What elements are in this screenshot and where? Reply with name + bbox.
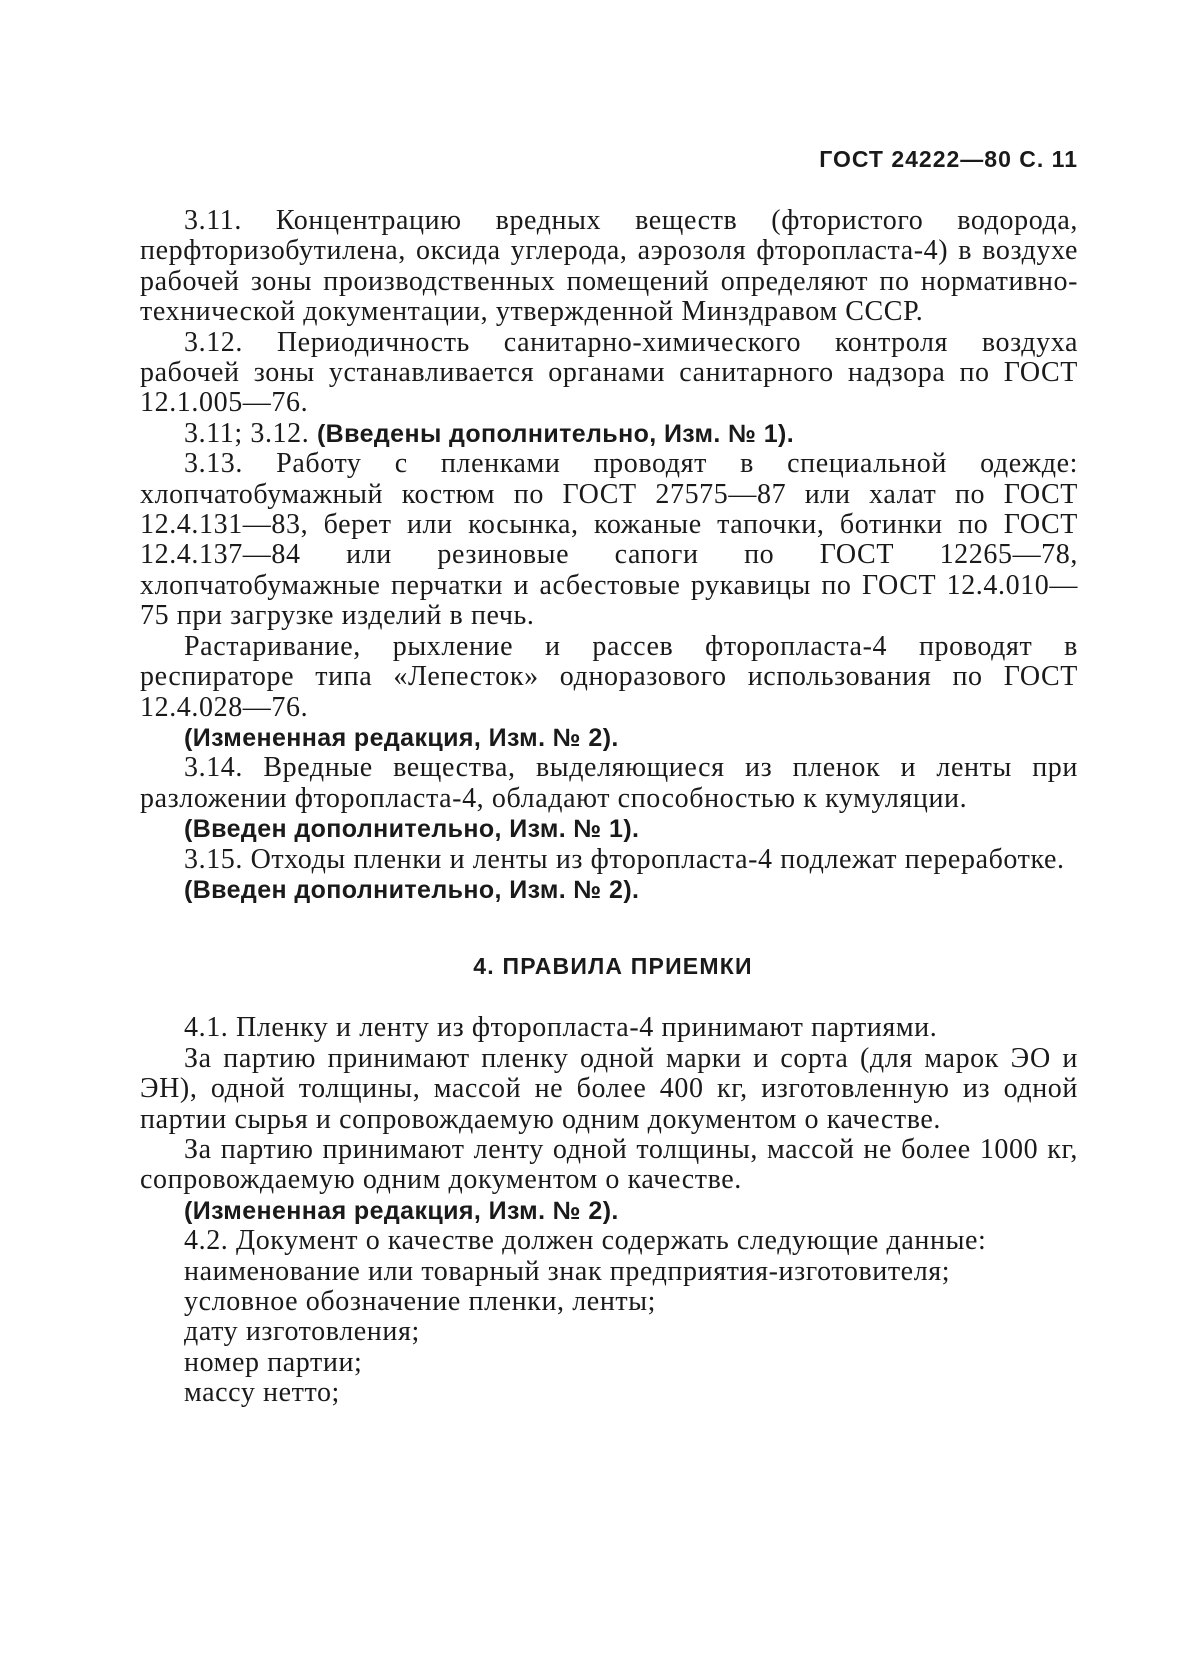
paragraph-prefix: 3.11; 3.12.: [184, 417, 317, 449]
list-item: массу нетто;: [184, 1377, 340, 1409]
section-title: 4. ПРАВИЛА ПРИЕМКИ: [473, 953, 753, 980]
paragraph-3-11-3-12-note: [140, 419, 1078, 449]
paragraph-4-1-film-batch: За партию принимают пленку одной марки и сорта (для марок ЭО и ЭН), одной толщины, массой не более 400 кг, изготовленную из одной партии сырья и сопровождаемую одним документом о качестве.: [140, 1042, 1078, 1135]
paragraph-4-1: 4.1. Пленку и ленту из фторопласта-4 принимают партиями.: [184, 1012, 938, 1044]
paragraph-3-15: 3.15. Отходы пленки и ленты из фторопласта-4 подлежат переработке.: [184, 843, 1065, 875]
amendment-note-changed-2: [140, 723, 1078, 753]
amendment-note: (Введен дополнительно, Изм. № 1).: [184, 815, 640, 844]
paragraph-4-1-tape-batch: За партию принимают ленту одной толщины, массой не более 1000 кг, сопровождаемую одним документом о качестве.: [140, 1133, 1078, 1196]
amendment-note: (Введен дополнительно, Изм. № 2).: [184, 875, 640, 904]
spacer: [140, 905, 1078, 951]
paragraph-3-12: 3.12. Периодичность санитарно-химического контроля воздуха рабочей зоны устанавливается органами санитарного надзора по ГОСТ 12.1.005—76.: [140, 326, 1078, 419]
page-header: ГОСТ 24222—80 С. 11: [819, 146, 1078, 172]
amendment-note-changed-2-b: [140, 1196, 1078, 1226]
amendment-note-added-1: [140, 814, 1078, 844]
document-body: [140, 206, 1078, 1409]
paragraph-3-13-respirator: Растаривание, рыхление и рассев фторопласта-4 проводят в респираторе типа «Лепесток» одноразового использования по ГОСТ 12.4.028—76.: [140, 630, 1078, 723]
paragraph-3-13: 3.13. Работу с пленками проводят в специальной одежде: хлопчатобумажный костюм по ГОСТ 27575—87 или халат по ГОСТ 12.4.131—83, берет или косынка, кожаные тапочки, ботинки по ГОСТ 12.4.137—84 или резиновые сапоги по ГОСТ 12265—78, хлопчатобумажные перчатки и асбестовые рукавицы по ГОСТ 12.4.010—75 при загрузке изделий в печь.: [140, 448, 1078, 632]
list-item: номер партии;: [184, 1346, 363, 1378]
list-item: наименование или товарный знак предприятия-изготовителя;: [184, 1255, 951, 1287]
list-item: условное обозначение пленки, ленты;: [184, 1286, 657, 1317]
paragraph-3-11: 3.11. Концентрацию вредных веществ (фтористого водорода, перфторизобутилена, оксида углерода, аэрозоля фторопласта-4) в воздухе рабочей зоны производственных помещений определяют по нормативно-технической документации, утвержденной Минздравом СССР.: [140, 205, 1078, 328]
list-item: дату изготовления;: [184, 1316, 420, 1348]
amendment-note: (Измененная редакция, Изм. № 2).: [184, 1196, 619, 1225]
paragraph-3-14: 3.14. Вредные вещества, выделяющиеся из пленок и ленты при разложении фторопласта-4, обладают способностью к кумуляции.: [140, 752, 1078, 814]
amendment-note-added-2: [140, 875, 1078, 905]
spacer: [140, 981, 1078, 1013]
amendment-note: (Измененная редакция, Изм. № 2).: [184, 723, 619, 752]
amendment-note: (Введены дополнительно, Изм. № 1).: [316, 419, 795, 448]
paragraph-4-2: 4.2. Документ о качестве должен содержать следующие данные:: [184, 1225, 987, 1257]
